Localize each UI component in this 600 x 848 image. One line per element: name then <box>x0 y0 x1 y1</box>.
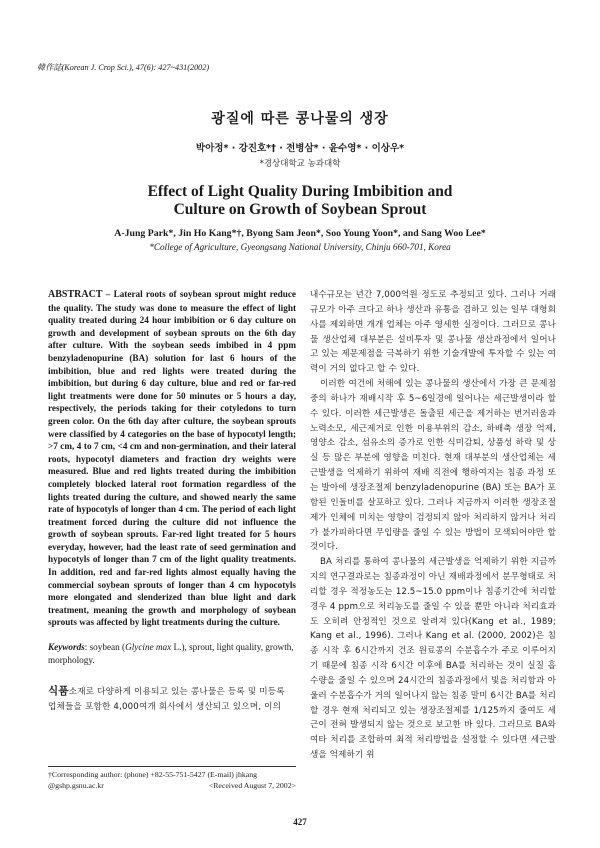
introduction-start <box>48 684 296 715</box>
abstract <box>48 288 296 629</box>
right-column <box>310 288 556 763</box>
paragraph-1: 내수규모는 년간 7,000억원 정도로 추정되고 있다. 그러나 거래규모가 아주 크다고 하나 생산과 유통을 겸하고 있는 일부 대형회사를 제외하면 개개 업체는 아주 영세한 실정이다. 그러므로 콩나물 생산업체 대부분은 설비투자 및 콩나물 생산과정에서 일어나고 있는 제문제점을 극복하기 위한 기술개발에 투자할 수 있는 여력이 거의 없다고 할 수 있다. <box>310 290 556 375</box>
english-affiliation: *College of Agriculture, Gyeongsang National University, Chinju 660-701, Korea <box>149 242 451 252</box>
page-number: 427 <box>293 817 307 827</box>
korean-affiliation: *경상대학교 농과대학 <box>259 159 341 169</box>
paragraph-2: 이러한 여건에 처해에 있는 콩나물의 생산에서 가장 큰 문제점중의 하나가 재배시작 후 5~6일경에 일어나는 세근발생이라 할 수 있다. 이러한 세근발생은 돌출된 세근을 제거하는 번거러움과 노력소모, 세근제거로 인한 이용부위의 감소, 하배축 생장 억제, 영양소 감소, 섬유소의 증가로 인한 식미감퇴, 상품성 하락 및 상실 등 많은 부분에 영향을 미친다. 현재 대부분의 생산업체는 세근발생을 억제하기 위하여 재배 직전에 행하여지는 침종 과정 또는 발아에 생장조절제 benzyladenopurine (BA) 또는 BA가 포함된 인돌비를 살포하고 있다. 그러나 지금까지 이러한 생장조절제가 인체에 미치는 영향이 검정되지 않아 처리하지 않거나 처리가 불가피하다면 무입량을 줄일 수 있는 방법이 모색되어야만 할 것이다. <box>310 379 556 553</box>
english-title-line-2: Culture on Growth of Soybean Sprout <box>173 201 427 218</box>
left-column <box>48 288 296 715</box>
keywords-species: Glycine max <box>125 642 172 653</box>
received-date: <Received August 7, 2002> <box>208 780 296 790</box>
keywords <box>48 641 296 666</box>
abstract-text: – Lateral roots of soybean sprout might reduce the quality. The study was done to measure the effect of light quality treated during 24 hour imbibition or 6 day culture on growth and development of soybean sprouts on the 6th day after culture. With the soybean seeds imbibed in 4 ppm benzyladenopurine (BA) solution for last 6 hours of the imbibition, blue and red lights were treated during the imbibition, but during 6 day culture, blue and red or far-red light treatments were done for 50 minutes or 5 hours a day, respectively, the periods taking for their cotyledons to turn green color. On the 6th day after culture, the soybean sprouts were classified by 4 categories on the base of hypocotyl length; >7 cm, 4 to 7 cm, <4 cm and non-germination, and their lateral roots, hypocotyl diameters and fraction dry weights were measured. Blue and red lights treated during the imbibition completely blocked lateral root formation regardless of the lights treated during the culture, and showed nearly the same rate of hypocotyls of longer than 4 cm. The period of each light treatment forced during the culture did not influence the growth of soybean sprouts. Far-red light treated for 5 hours everyday, however, had the least rate of seed germination and hypocotyls of longer than 7 cm of the light quality treatments. In addition, red and far-red lights almost equally having the commercial soybean sprouts of longer than 4 cm hypocotyls more elongated and slenderized than blue light and dark treatment, meaning the growth and morphology of soybean sprouts was affected by light treatments during the culture. <box>48 289 296 628</box>
footnote <box>48 770 296 791</box>
keywords-text-1: : soybean ( <box>84 642 126 653</box>
korean-title: 광질에 따른 콩나물의 생장 <box>211 111 389 127</box>
email-domain: @gshp.gsnu.ac.kr <box>48 780 104 790</box>
intro-text: 소재로 다양하게 이용되고 있는 콩나물은 등록 및 미등록 업체들을 포함한 4,000여개 회사에서 생산되고 있으며, 이의 <box>48 687 285 713</box>
korean-authors: 박아정* · 강진호*† · 전병삼* · 윤수영* · 이상우* <box>195 143 405 154</box>
footnote-row <box>48 781 296 792</box>
abstract-label: ABSTRACT <box>48 289 103 300</box>
english-title <box>0 183 600 219</box>
paragraph-3: BA 처리를 통하여 콩나물의 세근발생을 억제하기 위한 지금까지의 연구결과로는 침종과정이 아닌 재배과정에서 분무형태로 처리할 경우 적정농도는 12.5~15.0 ppm이나 침종기간에 처리할 경우 4 ppm으로 처리농도를 줄일 수 있을 뿐만 아니라 처리효과도 오히려 안정적인 것으로 알려져 있다(Kang et al., 1989; Kang et al., 1996). 그러나 Kang et al. (2000, 2002)은 침종 시작 후 6시간까지 건조 원료콩의 수분흡수가 주로 이루어지기 때문에 침종 시작 6시간 이후에 BA를 처리하는 것이 실질 흡수량을 줄일 수 있으며 24시간의 침종과정에서 빛을 처리함과 아울러 수분흡수가 거의 일어나지 않는 침종 말미 6시간 BA를 처리할 경우 현재 처리되고 있는 생장조절제를 1/125까지 줄여도 세근이 전혀 발생되지 않는 것으로 보고한 바 있다. 그러므로 BA와 여타 처리를 조합하여 최적 처리방법을 설정할 수 있다면 세근발생을 억제하기 위 <box>310 557 556 761</box>
english-authors: A-Jung Park*, Jin Ho Kang*†, Byong Sam Jeon*, Soo Young Yoon*, and Sang Woo Lee* <box>114 228 486 239</box>
keywords-text-2: L.), sprout, light quality, growth, morphology. <box>48 642 294 665</box>
corresponding-author: †Corresponding author: (phone) +82-55-751-5427 (E-mail) jhkang <box>48 770 258 779</box>
footnote-divider <box>48 766 296 767</box>
english-title-line-1: Effect of Light Quality During Imbibition and <box>147 183 453 200</box>
journal-reference: 韓作誌(Korean J. Crop Sci.), 47(6): 427~431(2002) <box>37 63 210 72</box>
intro-first-word: 식품 <box>48 685 69 698</box>
keywords-label: Keywords <box>48 642 85 653</box>
